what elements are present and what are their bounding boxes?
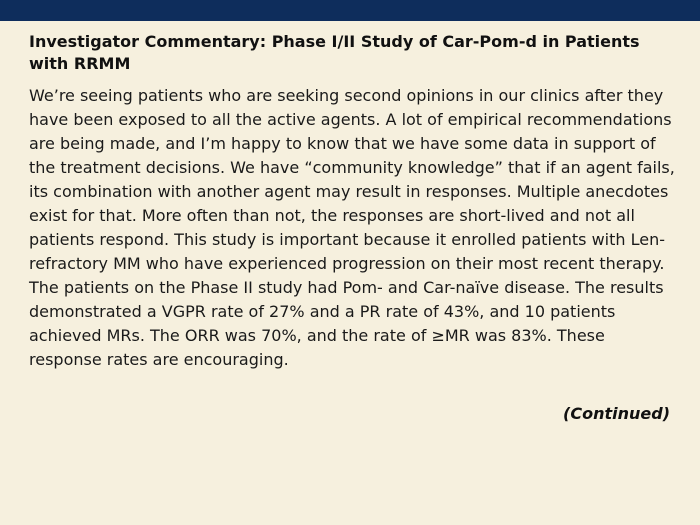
continued-label: (Continued): [563, 404, 670, 423]
slide-content: [29, 31, 679, 372]
header-bar: [0, 0, 700, 21]
slide-title: Investigator Commentary: Phase I/II Study of Car-Pom-d in Patients with RRMM: [29, 32, 640, 73]
commentary-paragraph: We’re seeing patients who are seeking second opinions in our clinics after they have been exposed to all the active agents. A lot of empirical recommendations are being made, and I’m happy to know that we have some data in support of the treatment decisions. We have “community knowledge” that if an agent fails, its combination with another agent may result in responses. Multiple anecdotes exist for that. More often than not, the responses are short-lived and not all patients respond. This study is important because it enrolled patients with Len-refractory MM who have experienced progression on their most recent therapy. The patients on the Phase II study had Pom- and Car-naïve disease. The results demonstrated a VGPR rate of 27% and a PR rate of 43%, and 10 patients achieved MRs. The ORR was 70%, and the rate of ≥MR was 83%. These response rates are encouraging.: [29, 86, 675, 369]
